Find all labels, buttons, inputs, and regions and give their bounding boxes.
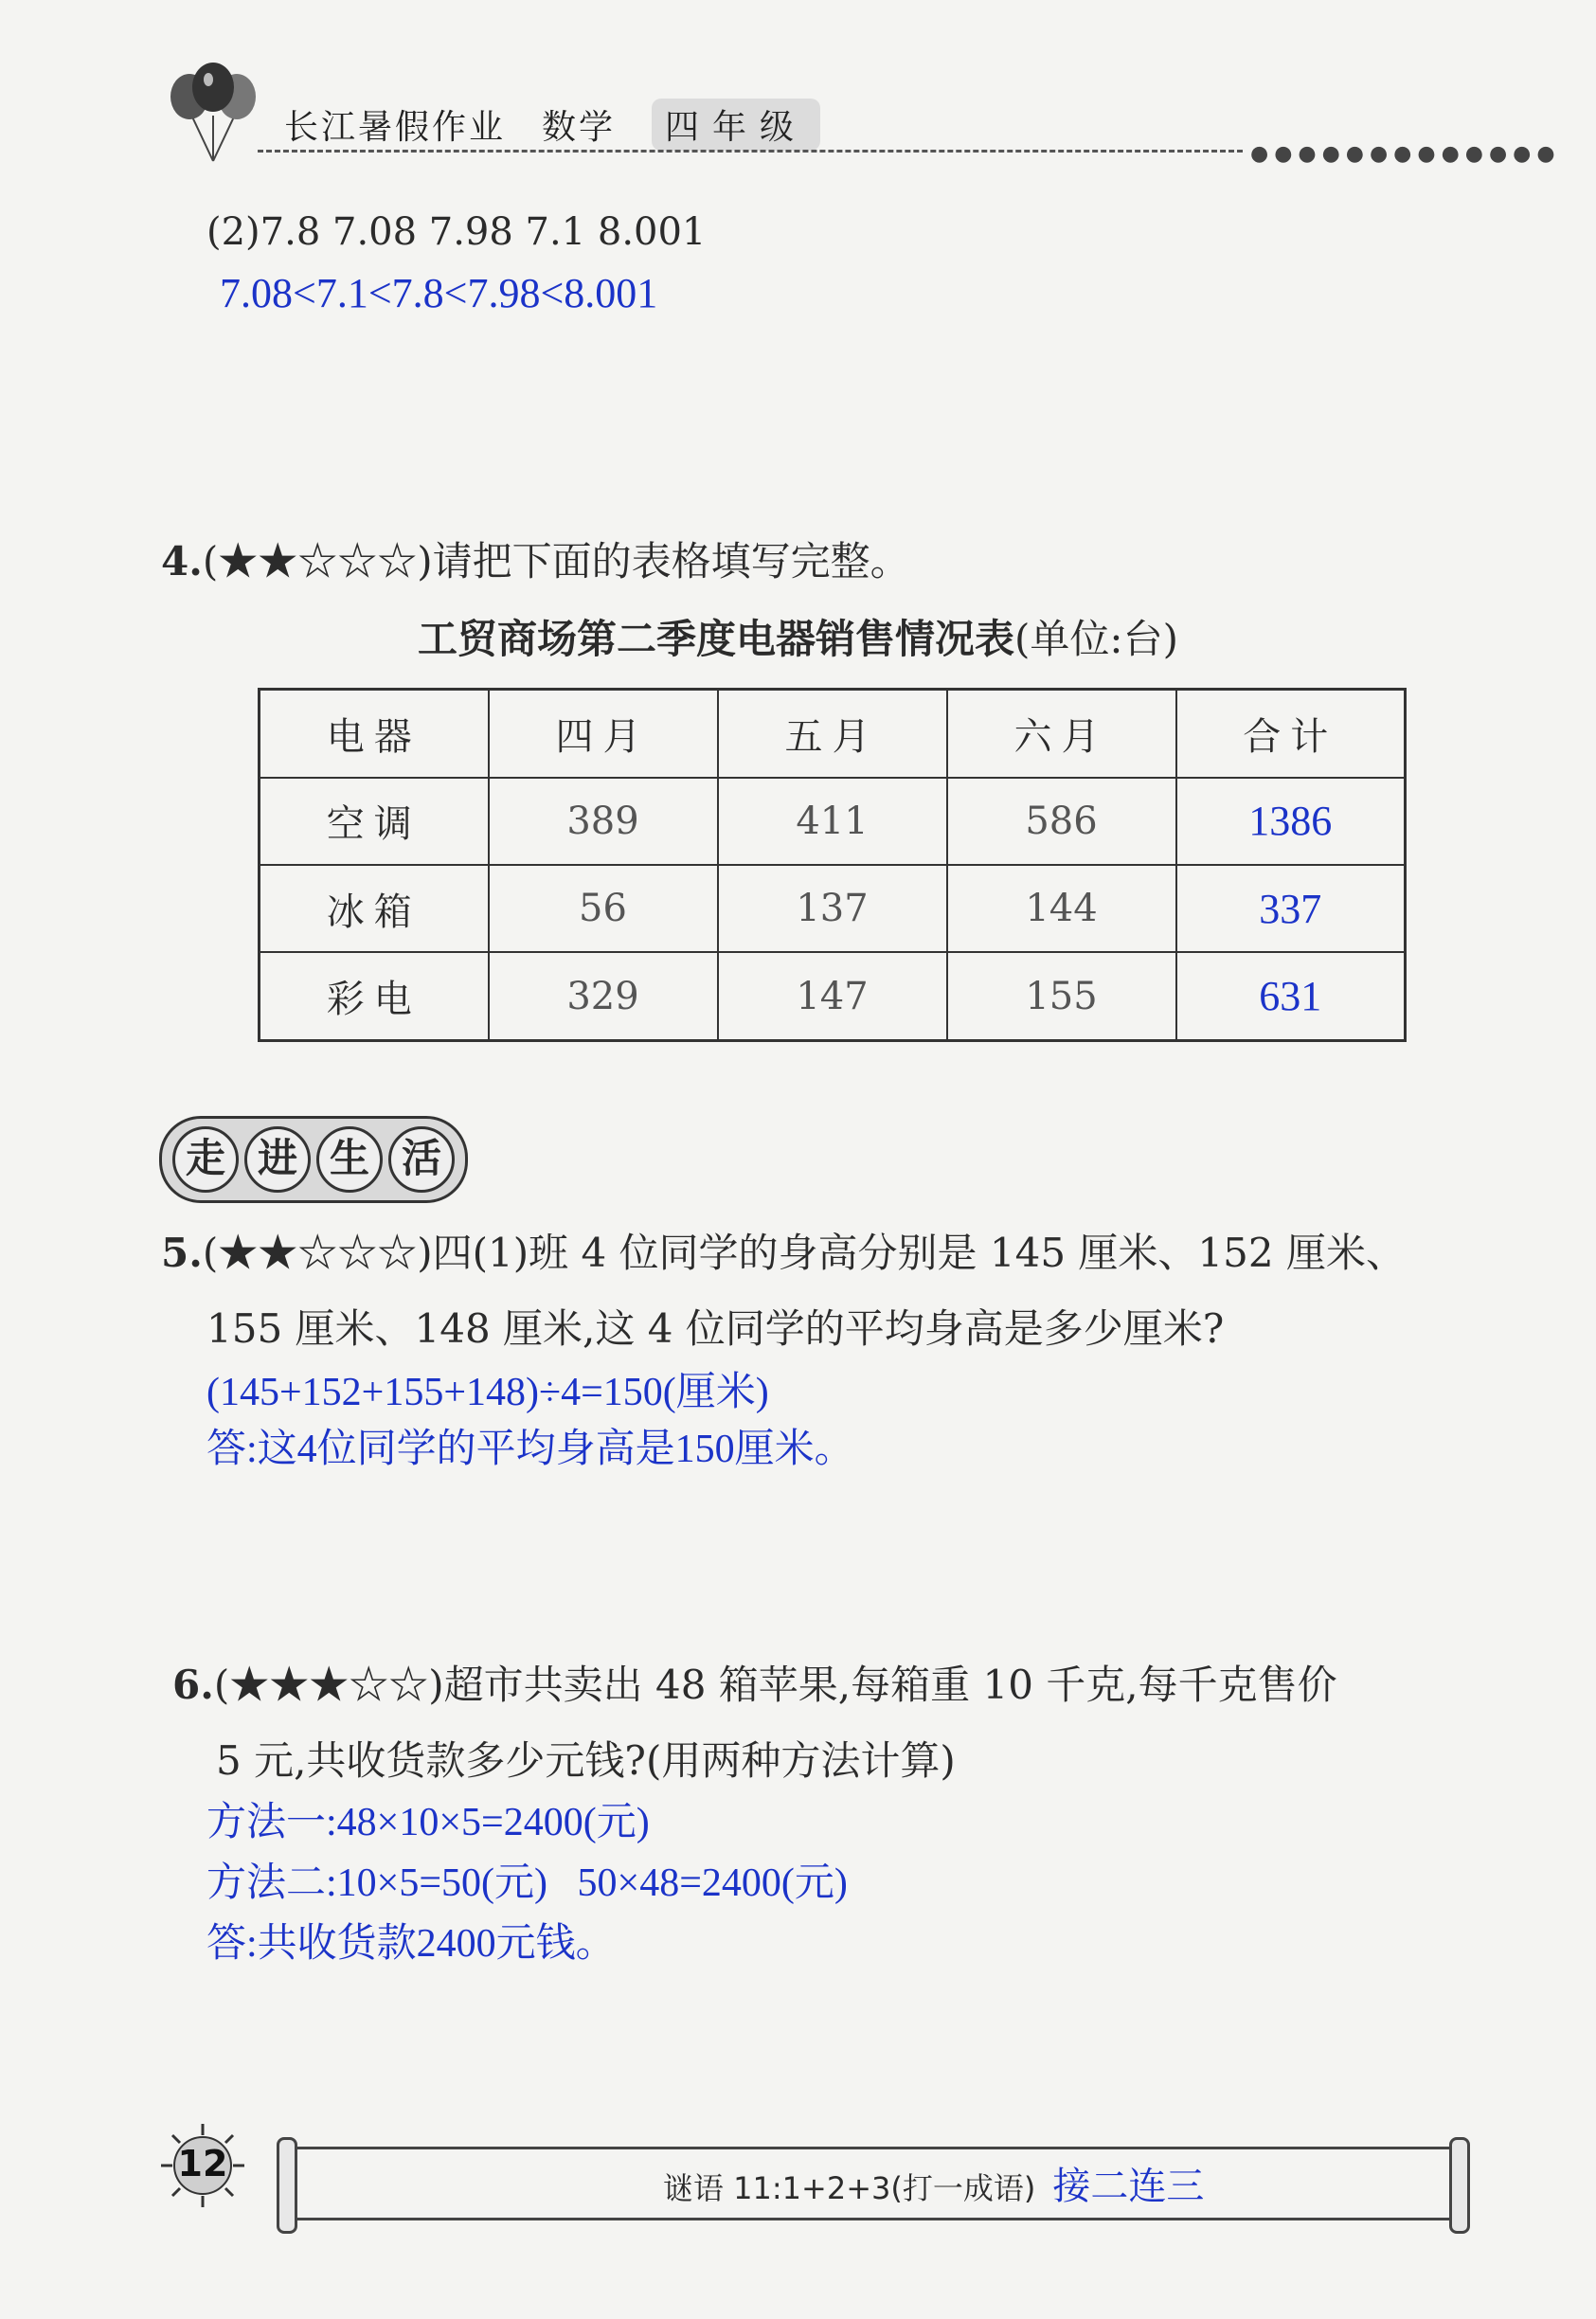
q6-method1: 方法一:48×10×5=2400(元) [206, 1801, 650, 1844]
q5-number: 5. [161, 1230, 203, 1276]
scroll-end-left [277, 2137, 297, 2234]
header-divider [258, 150, 1243, 153]
subject-label: 数学 [542, 108, 617, 147]
q3-part2-prompt: (2)7.8 7.08 7.98 7.1 8.001 [206, 210, 707, 254]
q5-question-line1 [161, 1222, 1406, 1279]
header-cell: 四月 [489, 690, 718, 778]
q3-part2-answer: 7.08<7.1<7.8<7.98<8.001 [220, 270, 658, 316]
page-number: 12 [177, 2143, 228, 2184]
q4-text: 请把下面的表格填写完整。 [432, 538, 910, 584]
total-cell: 1386 [1176, 778, 1406, 865]
table-cell: 144 [947, 865, 1176, 952]
table-row [260, 778, 1406, 865]
section-char: 活 [388, 1126, 455, 1193]
riddle-answer: 接二连三 [1052, 2165, 1205, 2208]
book-title: 长江暑假作业 [284, 108, 507, 147]
q6-text-line2: 5 元,共收货款多少元钱?(用两种方法计算) [216, 1737, 956, 1784]
row-label: 空调 [260, 778, 489, 865]
table-cell: 329 [489, 952, 718, 1040]
section-char: 走 [172, 1126, 239, 1193]
table-cell: 586 [947, 778, 1176, 865]
table-row [260, 952, 1406, 1040]
table-cell: 147 [718, 952, 947, 1040]
header-dots-decoration: ●●●●●●●●●●●●● [1250, 142, 1561, 166]
table-title-text: 工贸商场第二季度电器销售情况表 [418, 616, 1015, 662]
total-cell: 631 [1176, 952, 1406, 1040]
q5-text-line2: 155 厘米、148 厘米,这 4 位同学的平均身高是多少厘米? [206, 1305, 1225, 1352]
table-row [260, 865, 1406, 952]
q6-number: 6. [172, 1662, 214, 1708]
grade-label: 四年级 [652, 99, 820, 151]
row-label: 冰箱 [260, 865, 489, 952]
q6-answer: 答:共收货款2400元钱。 [206, 1922, 616, 1966]
riddle [663, 2156, 1204, 2210]
q6-method2: 方法二:10×5=50(元) 50×48=2400(元) [206, 1861, 848, 1905]
q6-stars: (★★★☆☆) [213, 1662, 444, 1708]
q5-answer-formula: (145+152+155+148)÷4=150(厘米) [206, 1371, 769, 1414]
row-label: 彩电 [260, 952, 489, 1040]
table-cell: 411 [718, 778, 947, 865]
q5-text-line1: 四(1)班 4 位同学的身高分别是 145 厘米、152 厘米、 [432, 1230, 1406, 1276]
table-title [0, 608, 1596, 665]
header-title [284, 99, 856, 151]
q4-number: 4. [161, 538, 203, 584]
section-badge [159, 1116, 468, 1203]
table-cell: 389 [489, 778, 718, 865]
scroll-end-right [1449, 2137, 1470, 2234]
section-char: 生 [316, 1126, 383, 1193]
table-header-row [260, 690, 1406, 778]
riddle-text: 谜语 11:1+2+3(打一成语) [663, 2170, 1036, 2206]
table-cell: 137 [718, 865, 947, 952]
q5-stars: (★★☆☆☆) [202, 1230, 433, 1276]
sales-table [258, 688, 1407, 1042]
q4-stars: (★★☆☆☆) [202, 538, 433, 584]
header-cell: 五月 [718, 690, 947, 778]
header-cell: 六月 [947, 690, 1176, 778]
q6-text-line1: 超市共卖出 48 箱苹果,每箱重 10 千克,每千克售价 [443, 1662, 1337, 1708]
total-cell: 337 [1176, 865, 1406, 952]
table-cell: 155 [947, 952, 1176, 1040]
header-cell: 合计 [1176, 690, 1406, 778]
table-cell: 56 [489, 865, 718, 952]
q4-question [161, 530, 910, 587]
header-cell: 电器 [260, 690, 489, 778]
balloons-logo-icon [161, 59, 265, 163]
table-unit: (单位:台) [1014, 616, 1178, 662]
q6-question-line1 [172, 1654, 1337, 1711]
q5-answer-sentence: 答:这4位同学的平均身高是150厘米。 [206, 1428, 854, 1471]
section-char: 进 [244, 1126, 311, 1193]
